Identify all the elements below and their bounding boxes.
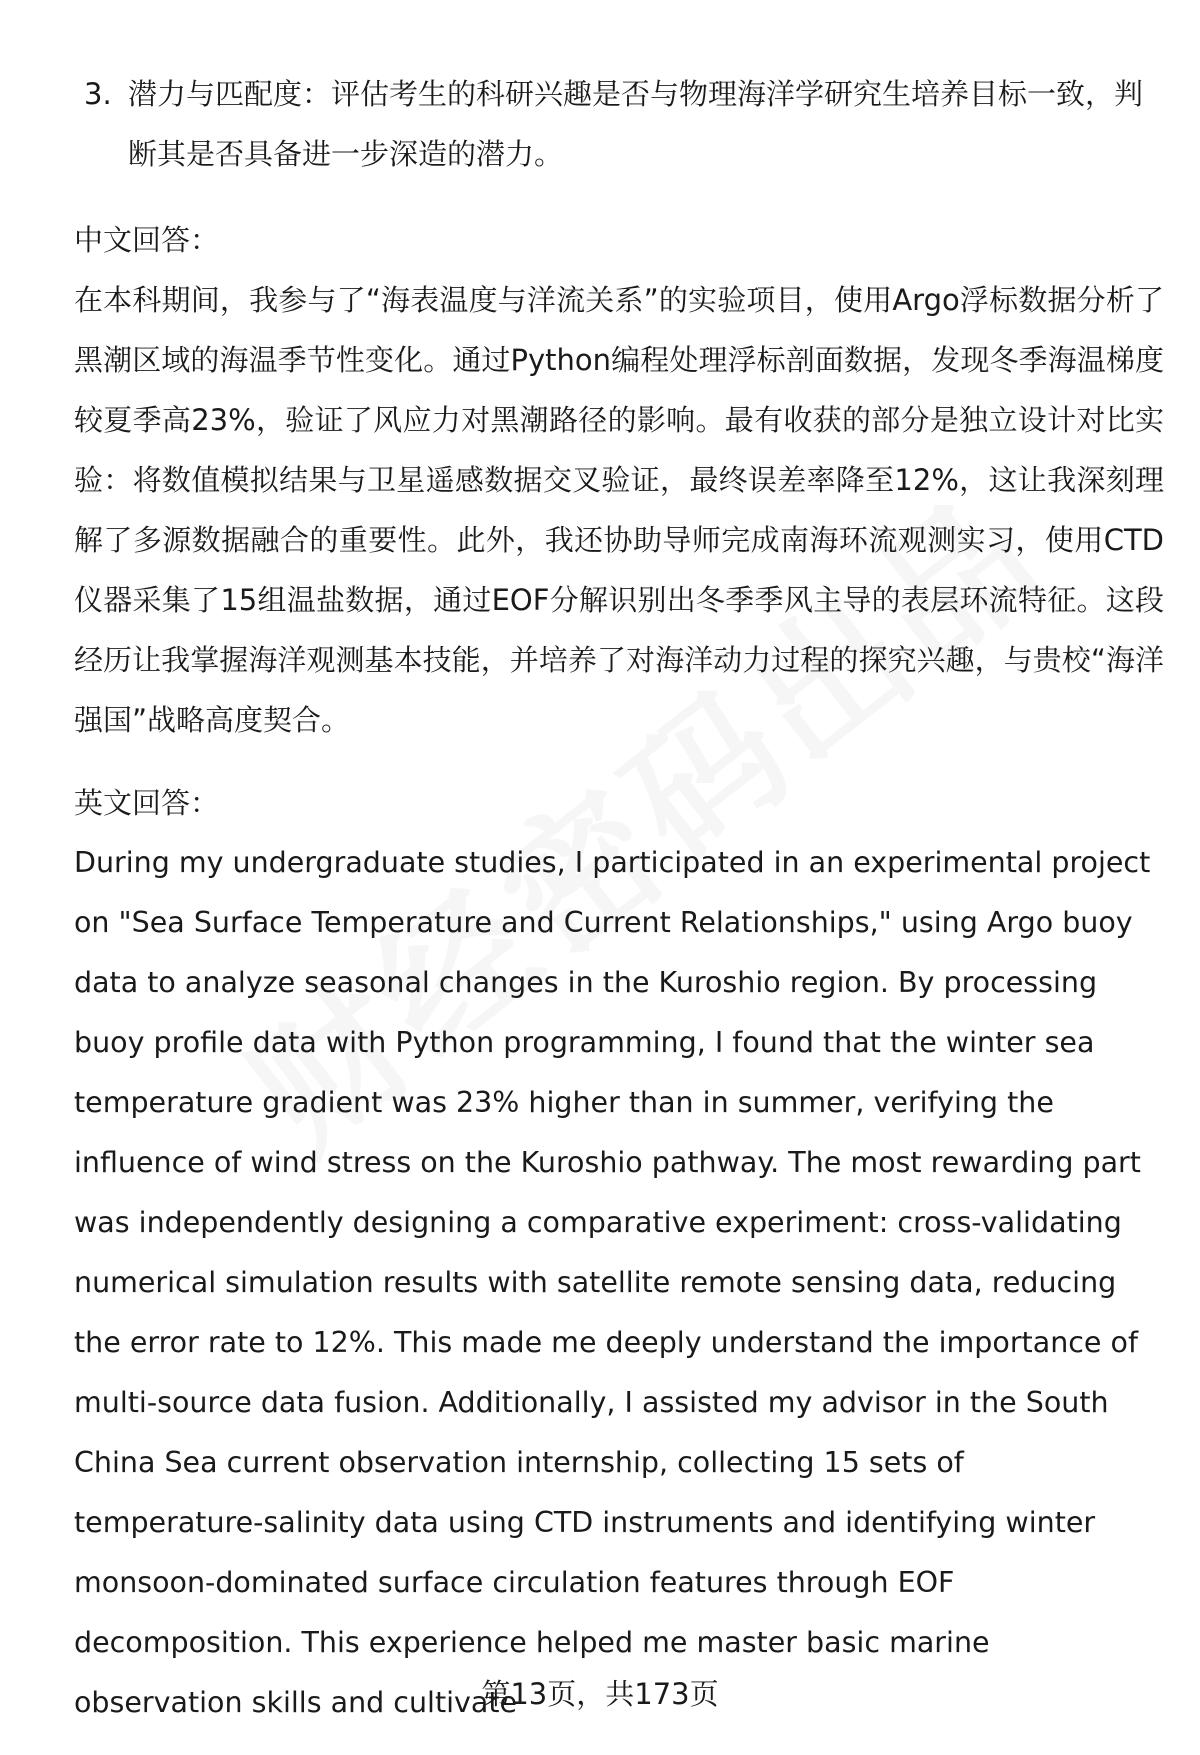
list-item-3: [84, 64, 1144, 184]
list-item-text: 潜力与匹配度：评估考生的科研兴趣是否与物理海洋学研究生培养目标一致，判断其是否具备进一步深造的潜力。: [128, 77, 1144, 171]
chinese-answer-heading: 中文回答：: [74, 223, 220, 257]
list-item-number: 3.: [84, 77, 112, 111]
chinese-answer-body: 在本科期间，我参与了“海表温度与洋流关系”的实验项目，使用Argo浮标数据分析了黑潮区域的海温季节性变化。通过Python编程处理浮标剖面数据，发现冬季海温梯度较夏季高23%，验证了风应力对黑潮路径的影响。最有收获的部分是独立设计对比实验：将数值模拟结果与卫星遥感数据交叉验证，最终误差率降至12%，这让我深刻理解了多源数据融合的重要性。此外，我还协助导师完成南海环流观测实习，使用CTD仪器采集了15组温盐数据，通过EOF分解识别出冬季季风主导的表层环流特征。这段经历让我掌握海洋观测基本技能，并培养了对海洋动力过程的探究兴趣，与贵校“海洋强国”战略高度契合。: [74, 283, 1164, 737]
english-answer-heading: 英文回答：: [74, 786, 220, 820]
english-answer-body: During my undergraduate studies, I participated in an experimental project on "Sea Surface Temperature and Current Relationships," using Argo buoy data to analyze seasonal changes in the Kuroshio region. By processing buoy profile data with Python programming, I found that the winter sea temperature gradient was 23% higher than in summer, verifying the influence of wind stress on the Kuroshio pathway. The most rewarding part was independently designing a comparative experiment: cross-validating numerical simulation results with satellite remote sensing data, reducing the error rate to 12%. This made me deeply understand the importance of multi-source data fusion. Additionally, I assisted my advisor in the South China Sea current observation internship, collecting 15 sets of temperature-salinity data using CTD instruments and identifying winter monsoon-dominated surface circulation features through EOF decomposition. This experience helped me master basic marine observation skills and cultivate: [74, 846, 1151, 1719]
page-number-footer: 第13页，共173页: [481, 1677, 719, 1711]
